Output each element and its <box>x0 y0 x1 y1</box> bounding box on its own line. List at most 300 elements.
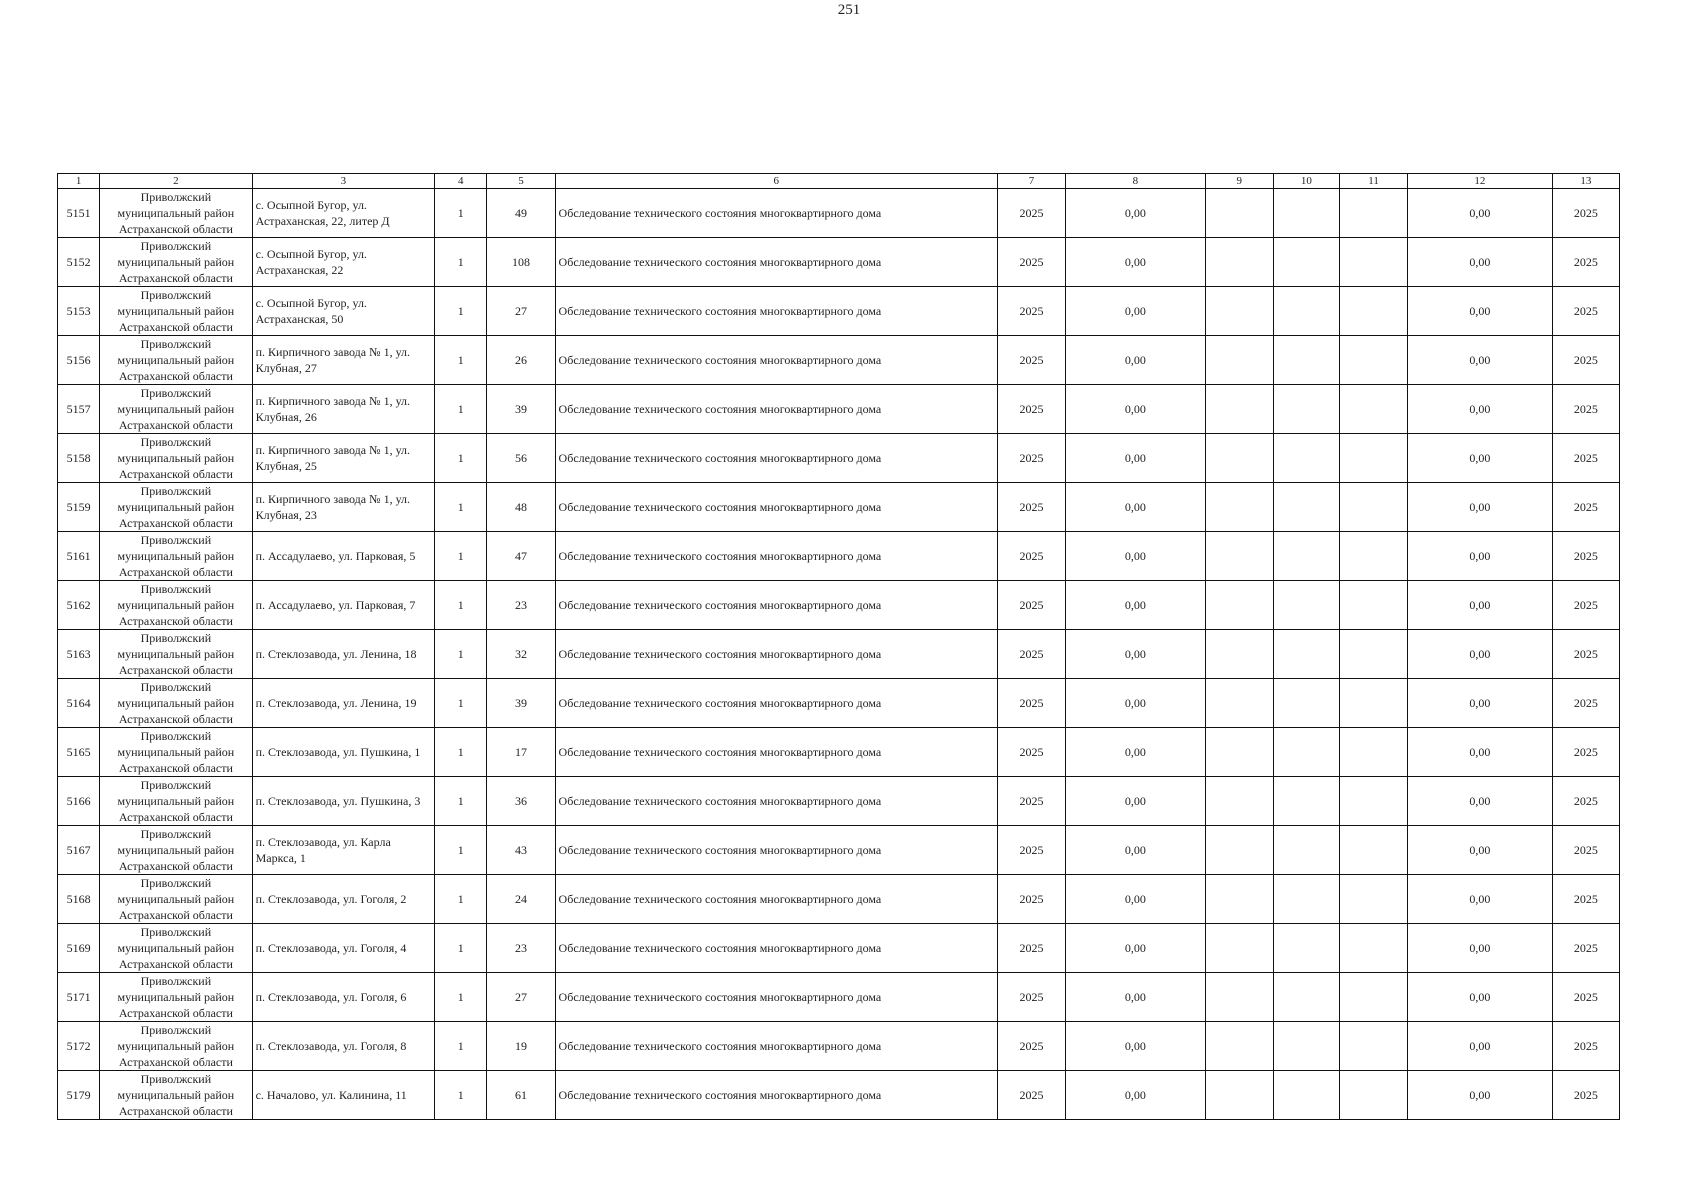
col10-cell <box>1273 434 1339 483</box>
col12-cell: 0,00 <box>1408 630 1552 679</box>
address-cell: п. Ассадулаево, ул. Парковая, 5 <box>252 532 435 581</box>
cost-cell: 0,00 <box>1066 1022 1205 1071</box>
col12-cell: 0,00 <box>1408 287 1552 336</box>
col5-cell: 36 <box>487 777 555 826</box>
table-row <box>58 924 1620 973</box>
cost-cell: 0,00 <box>1066 189 1205 238</box>
col9-cell <box>1205 875 1273 924</box>
column-number-header: 9 <box>1205 174 1273 189</box>
col13-year-cell: 2025 <box>1552 728 1619 777</box>
address-cell: п. Стеклозавода, ул. Пушкина, 1 <box>252 728 435 777</box>
year-cell: 2025 <box>997 826 1065 875</box>
address-cell: п. Кирпичного завода № 1, ул. Клубная, 23 <box>252 483 435 532</box>
col5-cell: 17 <box>487 728 555 777</box>
col5-cell: 47 <box>487 532 555 581</box>
col12-cell: 0,00 <box>1408 1071 1552 1120</box>
row-number-cell: 5165 <box>58 728 100 777</box>
municipality-cell <box>100 924 252 973</box>
municipality-line: Астраханской области <box>118 369 233 383</box>
col5-cell: 39 <box>487 385 555 434</box>
col11-cell <box>1340 679 1408 728</box>
cost-cell: 0,00 <box>1066 679 1205 728</box>
work-type-cell: Обследование технического состояния многоквартирного дома <box>555 483 997 532</box>
municipality-cell <box>100 826 252 875</box>
col4-cell: 1 <box>435 630 487 679</box>
col11-cell <box>1340 287 1408 336</box>
col12-cell: 0,00 <box>1408 777 1552 826</box>
col4-cell: 1 <box>435 336 487 385</box>
year-cell: 2025 <box>997 336 1065 385</box>
col4-cell: 1 <box>435 385 487 434</box>
col4-cell: 1 <box>435 875 487 924</box>
col4-cell: 1 <box>435 581 487 630</box>
col5-cell: 56 <box>487 434 555 483</box>
year-cell: 2025 <box>997 581 1065 630</box>
table-row <box>58 728 1620 777</box>
col11-cell <box>1340 581 1408 630</box>
address-cell: п. Стеклозавода, ул. Пушкина, 3 <box>252 777 435 826</box>
col11-cell <box>1340 924 1408 973</box>
col12-cell: 0,00 <box>1408 434 1552 483</box>
municipality-line: Приволжский <box>140 827 212 841</box>
year-cell: 2025 <box>997 189 1065 238</box>
year-cell: 2025 <box>997 532 1065 581</box>
cost-cell: 0,00 <box>1066 728 1205 777</box>
table-row <box>58 581 1620 630</box>
row-number-cell: 5166 <box>58 777 100 826</box>
year-cell: 2025 <box>997 924 1065 973</box>
work-type-cell: Обследование технического состояния многоквартирного дома <box>555 826 997 875</box>
municipality-line: Приволжский <box>140 876 212 890</box>
col9-cell <box>1205 434 1273 483</box>
col5-cell: 27 <box>487 973 555 1022</box>
col9-cell <box>1205 777 1273 826</box>
table-row <box>58 385 1620 434</box>
col11-cell <box>1340 1071 1408 1120</box>
municipality-line: Астраханской области <box>118 565 233 579</box>
cost-cell: 0,00 <box>1066 385 1205 434</box>
address-cell: п. Стеклозавода, ул. Карла Маркса, 1 <box>252 826 435 875</box>
col9-cell <box>1205 189 1273 238</box>
cost-cell: 0,00 <box>1066 434 1205 483</box>
col13-year-cell: 2025 <box>1552 434 1619 483</box>
col5-cell: 32 <box>487 630 555 679</box>
work-type-cell: Обследование технического состояния многоквартирного дома <box>555 777 997 826</box>
municipality-line: Приволжский <box>140 484 212 498</box>
col10-cell <box>1273 532 1339 581</box>
work-type-cell: Обследование технического состояния многоквартирного дома <box>555 924 997 973</box>
address-cell: с. Осыпной Бугор, ул. Астраханская, 22, литер Д <box>252 189 435 238</box>
col13-year-cell: 2025 <box>1552 973 1619 1022</box>
row-number-cell: 5153 <box>58 287 100 336</box>
col11-cell <box>1340 483 1408 532</box>
municipality-line: муниципальный район <box>117 598 235 612</box>
municipality-line: Приволжский <box>140 729 212 743</box>
work-type-cell: Обследование технического состояния многоквартирного дома <box>555 189 997 238</box>
column-number-header: 4 <box>435 174 487 189</box>
work-type-cell: Обследование технического состояния многоквартирного дома <box>555 875 997 924</box>
col5-cell: 23 <box>487 924 555 973</box>
municipality-line: Астраханской области <box>118 271 233 285</box>
col9-cell <box>1205 385 1273 434</box>
municipality-line: Астраханской области <box>118 1104 233 1118</box>
municipality-cell <box>100 728 252 777</box>
cost-cell: 0,00 <box>1066 826 1205 875</box>
col12-cell: 0,00 <box>1408 581 1552 630</box>
work-type-cell: Обследование технического состояния многоквартирного дома <box>555 532 997 581</box>
repair-program-table <box>57 173 1620 1120</box>
col11-cell <box>1340 189 1408 238</box>
cost-cell: 0,00 <box>1066 1071 1205 1120</box>
col13-year-cell: 2025 <box>1552 630 1619 679</box>
column-number-header: 7 <box>997 174 1065 189</box>
col13-year-cell: 2025 <box>1552 336 1619 385</box>
col10-cell <box>1273 1071 1339 1120</box>
col11-cell <box>1340 238 1408 287</box>
col12-cell: 0,00 <box>1408 238 1552 287</box>
municipality-cell <box>100 1071 252 1120</box>
col5-cell: 27 <box>487 287 555 336</box>
municipality-cell <box>100 287 252 336</box>
col4-cell: 1 <box>435 924 487 973</box>
municipality-line: Приволжский <box>140 190 212 204</box>
col5-cell: 48 <box>487 483 555 532</box>
municipality-line: Приволжский <box>140 386 212 400</box>
col12-cell: 0,00 <box>1408 483 1552 532</box>
col10-cell <box>1273 826 1339 875</box>
table-row <box>58 483 1620 532</box>
municipality-line: Приволжский <box>140 1072 212 1086</box>
col5-cell: 39 <box>487 679 555 728</box>
municipality-cell <box>100 189 252 238</box>
col12-cell: 0,00 <box>1408 679 1552 728</box>
municipality-line: Астраханской области <box>118 614 233 628</box>
cost-cell: 0,00 <box>1066 777 1205 826</box>
table-row <box>58 336 1620 385</box>
row-number-cell: 5172 <box>58 1022 100 1071</box>
col4-cell: 1 <box>435 826 487 875</box>
year-cell: 2025 <box>997 728 1065 777</box>
col9-cell <box>1205 532 1273 581</box>
col10-cell <box>1273 238 1339 287</box>
col10-cell <box>1273 189 1339 238</box>
col5-cell: 23 <box>487 581 555 630</box>
col11-cell <box>1340 826 1408 875</box>
municipality-line: Приволжский <box>140 435 212 449</box>
municipality-line: муниципальный район <box>117 304 235 318</box>
col10-cell <box>1273 336 1339 385</box>
col10-cell <box>1273 924 1339 973</box>
year-cell: 2025 <box>997 287 1065 336</box>
municipality-line: Астраханской области <box>118 810 233 824</box>
municipality-line: муниципальный район <box>117 1039 235 1053</box>
col4-cell: 1 <box>435 238 487 287</box>
row-number-cell: 5157 <box>58 385 100 434</box>
municipality-line: Приволжский <box>140 533 212 547</box>
col4-cell: 1 <box>435 483 487 532</box>
col4-cell: 1 <box>435 728 487 777</box>
col13-year-cell: 2025 <box>1552 385 1619 434</box>
col13-year-cell: 2025 <box>1552 875 1619 924</box>
col9-cell <box>1205 924 1273 973</box>
col5-cell: 26 <box>487 336 555 385</box>
column-number-header: 12 <box>1408 174 1552 189</box>
col12-cell: 0,00 <box>1408 826 1552 875</box>
col11-cell <box>1340 385 1408 434</box>
municipality-line: Приволжский <box>140 778 212 792</box>
cost-cell: 0,00 <box>1066 532 1205 581</box>
work-type-cell: Обследование технического состояния многоквартирного дома <box>555 1022 997 1071</box>
municipality-cell <box>100 581 252 630</box>
work-type-cell: Обследование технического состояния многоквартирного дома <box>555 581 997 630</box>
row-number-cell: 5163 <box>58 630 100 679</box>
row-number-cell: 5152 <box>58 238 100 287</box>
address-cell: п. Стеклозавода, ул. Гоголя, 8 <box>252 1022 435 1071</box>
municipality-line: муниципальный район <box>117 941 235 955</box>
table-row <box>58 434 1620 483</box>
municipality-line: Приволжский <box>140 631 212 645</box>
col9-cell <box>1205 287 1273 336</box>
municipality-line: Астраханской области <box>118 320 233 334</box>
municipality-line: муниципальный район <box>117 1088 235 1102</box>
col11-cell <box>1340 728 1408 777</box>
cost-cell: 0,00 <box>1066 287 1205 336</box>
table-row <box>58 189 1620 238</box>
table-body <box>58 189 1620 1120</box>
municipality-line: Астраханской области <box>118 908 233 922</box>
work-type-cell: Обследование технического состояния многоквартирного дома <box>555 385 997 434</box>
col5-cell: 19 <box>487 1022 555 1071</box>
year-cell: 2025 <box>997 483 1065 532</box>
column-number-header: 1 <box>58 174 100 189</box>
work-type-cell: Обследование технического состояния многоквартирного дома <box>555 973 997 1022</box>
address-cell: с. Осыпной Бугор, ул. Астраханская, 22 <box>252 238 435 287</box>
work-type-cell: Обследование технического состояния многоквартирного дома <box>555 238 997 287</box>
table-row <box>58 875 1620 924</box>
row-number-cell: 5164 <box>58 679 100 728</box>
col10-cell <box>1273 1022 1339 1071</box>
municipality-line: Приволжский <box>140 680 212 694</box>
col9-cell <box>1205 728 1273 777</box>
municipality-line: муниципальный район <box>117 745 235 759</box>
col4-cell: 1 <box>435 1022 487 1071</box>
table-row <box>58 287 1620 336</box>
cost-cell: 0,00 <box>1066 336 1205 385</box>
municipality-line: муниципальный район <box>117 990 235 1004</box>
address-cell: п. Стеклозавода, ул. Ленина, 18 <box>252 630 435 679</box>
year-cell: 2025 <box>997 385 1065 434</box>
col12-cell: 0,00 <box>1408 385 1552 434</box>
column-number-header-row <box>58 174 1620 189</box>
table-row <box>58 1071 1620 1120</box>
year-cell: 2025 <box>997 434 1065 483</box>
col9-cell <box>1205 679 1273 728</box>
col11-cell <box>1340 973 1408 1022</box>
col9-cell <box>1205 581 1273 630</box>
col5-cell: 49 <box>487 189 555 238</box>
col13-year-cell: 2025 <box>1552 483 1619 532</box>
col13-year-cell: 2025 <box>1552 777 1619 826</box>
municipality-line: Астраханской области <box>118 1006 233 1020</box>
col9-cell <box>1205 1071 1273 1120</box>
municipality-line: Астраханской области <box>118 222 233 236</box>
municipality-line: муниципальный район <box>117 843 235 857</box>
year-cell: 2025 <box>997 875 1065 924</box>
col13-year-cell: 2025 <box>1552 1071 1619 1120</box>
cost-cell: 0,00 <box>1066 630 1205 679</box>
municipality-line: Приволжский <box>140 582 212 596</box>
column-number-header: 10 <box>1273 174 1339 189</box>
col9-cell <box>1205 826 1273 875</box>
municipality-line: муниципальный район <box>117 794 235 808</box>
row-number-cell: 5156 <box>58 336 100 385</box>
col4-cell: 1 <box>435 973 487 1022</box>
col4-cell: 1 <box>435 287 487 336</box>
address-cell: п. Стеклозавода, ул. Гоголя, 2 <box>252 875 435 924</box>
municipality-line: Приволжский <box>140 925 212 939</box>
address-cell: с. Началово, ул. Калинина, 11 <box>252 1071 435 1120</box>
col10-cell <box>1273 287 1339 336</box>
col10-cell <box>1273 728 1339 777</box>
municipality-line: Приволжский <box>140 239 212 253</box>
year-cell: 2025 <box>997 777 1065 826</box>
municipality-cell <box>100 1022 252 1071</box>
row-number-cell: 5159 <box>58 483 100 532</box>
col13-year-cell: 2025 <box>1552 581 1619 630</box>
col13-year-cell: 2025 <box>1552 287 1619 336</box>
col4-cell: 1 <box>435 189 487 238</box>
municipality-cell <box>100 385 252 434</box>
col5-cell: 108 <box>487 238 555 287</box>
municipality-cell <box>100 875 252 924</box>
col13-year-cell: 2025 <box>1552 1022 1619 1071</box>
municipality-cell <box>100 973 252 1022</box>
col10-cell <box>1273 679 1339 728</box>
col9-cell <box>1205 238 1273 287</box>
municipality-line: муниципальный район <box>117 647 235 661</box>
col10-cell <box>1273 777 1339 826</box>
address-cell: п. Кирпичного завода № 1, ул. Клубная, 25 <box>252 434 435 483</box>
col11-cell <box>1340 1022 1408 1071</box>
municipality-line: муниципальный район <box>117 451 235 465</box>
work-type-cell: Обследование технического состояния многоквартирного дома <box>555 336 997 385</box>
col13-year-cell: 2025 <box>1552 679 1619 728</box>
col13-year-cell: 2025 <box>1552 238 1619 287</box>
column-number-header: 6 <box>555 174 997 189</box>
col11-cell <box>1340 630 1408 679</box>
row-number-cell: 5158 <box>58 434 100 483</box>
row-number-cell: 5151 <box>58 189 100 238</box>
municipality-line: Приволжский <box>140 288 212 302</box>
address-cell: п. Стеклозавода, ул. Гоголя, 6 <box>252 973 435 1022</box>
col11-cell <box>1340 777 1408 826</box>
municipality-line: Астраханской области <box>118 418 233 432</box>
address-cell: п. Стеклозавода, ул. Ленина, 19 <box>252 679 435 728</box>
col12-cell: 0,00 <box>1408 336 1552 385</box>
address-cell: п. Кирпичного завода № 1, ул. Клубная, 27 <box>252 336 435 385</box>
col4-cell: 1 <box>435 532 487 581</box>
municipality-line: муниципальный район <box>117 255 235 269</box>
work-type-cell: Обследование технического состояния многоквартирного дома <box>555 287 997 336</box>
table-row <box>58 777 1620 826</box>
cost-cell: 0,00 <box>1066 483 1205 532</box>
year-cell: 2025 <box>997 1022 1065 1071</box>
col12-cell: 0,00 <box>1408 875 1552 924</box>
municipality-cell <box>100 336 252 385</box>
municipality-cell <box>100 630 252 679</box>
municipality-line: Приволжский <box>140 1023 212 1037</box>
municipality-line: муниципальный район <box>117 353 235 367</box>
cost-cell: 0,00 <box>1066 973 1205 1022</box>
municipality-line: Астраханской области <box>118 516 233 530</box>
col12-cell: 0,00 <box>1408 1022 1552 1071</box>
row-number-cell: 5162 <box>58 581 100 630</box>
year-cell: 2025 <box>997 1071 1065 1120</box>
work-type-cell: Обследование технического состояния многоквартирного дома <box>555 679 997 728</box>
municipality-line: муниципальный район <box>117 500 235 514</box>
col9-cell <box>1205 973 1273 1022</box>
cost-cell: 0,00 <box>1066 924 1205 973</box>
col10-cell <box>1273 630 1339 679</box>
municipality-cell <box>100 434 252 483</box>
work-type-cell: Обследование технического состояния многоквартирного дома <box>555 434 997 483</box>
table-row <box>58 238 1620 287</box>
municipality-line: муниципальный район <box>117 206 235 220</box>
row-number-cell: 5168 <box>58 875 100 924</box>
col10-cell <box>1273 581 1339 630</box>
municipality-cell <box>100 679 252 728</box>
municipality-line: Астраханской области <box>118 761 233 775</box>
table-row <box>58 1022 1620 1071</box>
page-number: 251 <box>837 2 861 18</box>
column-number-header: 5 <box>487 174 555 189</box>
municipality-line: Астраханской области <box>118 859 233 873</box>
col12-cell: 0,00 <box>1408 924 1552 973</box>
municipality-line: муниципальный район <box>117 402 235 416</box>
year-cell: 2025 <box>997 238 1065 287</box>
address-cell: п. Стеклозавода, ул. Гоголя, 4 <box>252 924 435 973</box>
municipality-line: Астраханской области <box>118 957 233 971</box>
address-cell: п. Кирпичного завода № 1, ул. Клубная, 26 <box>252 385 435 434</box>
work-type-cell: Обследование технического состояния многоквартирного дома <box>555 728 997 777</box>
col9-cell <box>1205 336 1273 385</box>
col5-cell: 24 <box>487 875 555 924</box>
col5-cell: 43 <box>487 826 555 875</box>
col5-cell: 61 <box>487 1071 555 1120</box>
col9-cell <box>1205 483 1273 532</box>
cost-cell: 0,00 <box>1066 238 1205 287</box>
municipality-line: муниципальный район <box>117 696 235 710</box>
municipality-cell <box>100 777 252 826</box>
cost-cell: 0,00 <box>1066 581 1205 630</box>
row-number-cell: 5161 <box>58 532 100 581</box>
table-row <box>58 532 1620 581</box>
column-number-header: 8 <box>1066 174 1205 189</box>
row-number-cell: 5169 <box>58 924 100 973</box>
municipality-line: муниципальный район <box>117 892 235 906</box>
col4-cell: 1 <box>435 777 487 826</box>
address-cell: с. Осыпной Бугор, ул. Астраханская, 50 <box>252 287 435 336</box>
municipality-cell <box>100 238 252 287</box>
col11-cell <box>1340 336 1408 385</box>
col13-year-cell: 2025 <box>1552 189 1619 238</box>
col4-cell: 1 <box>435 1071 487 1120</box>
table-row <box>58 679 1620 728</box>
municipality-line: Приволжский <box>140 974 212 988</box>
col4-cell: 1 <box>435 679 487 728</box>
col11-cell <box>1340 875 1408 924</box>
column-number-header: 2 <box>100 174 252 189</box>
